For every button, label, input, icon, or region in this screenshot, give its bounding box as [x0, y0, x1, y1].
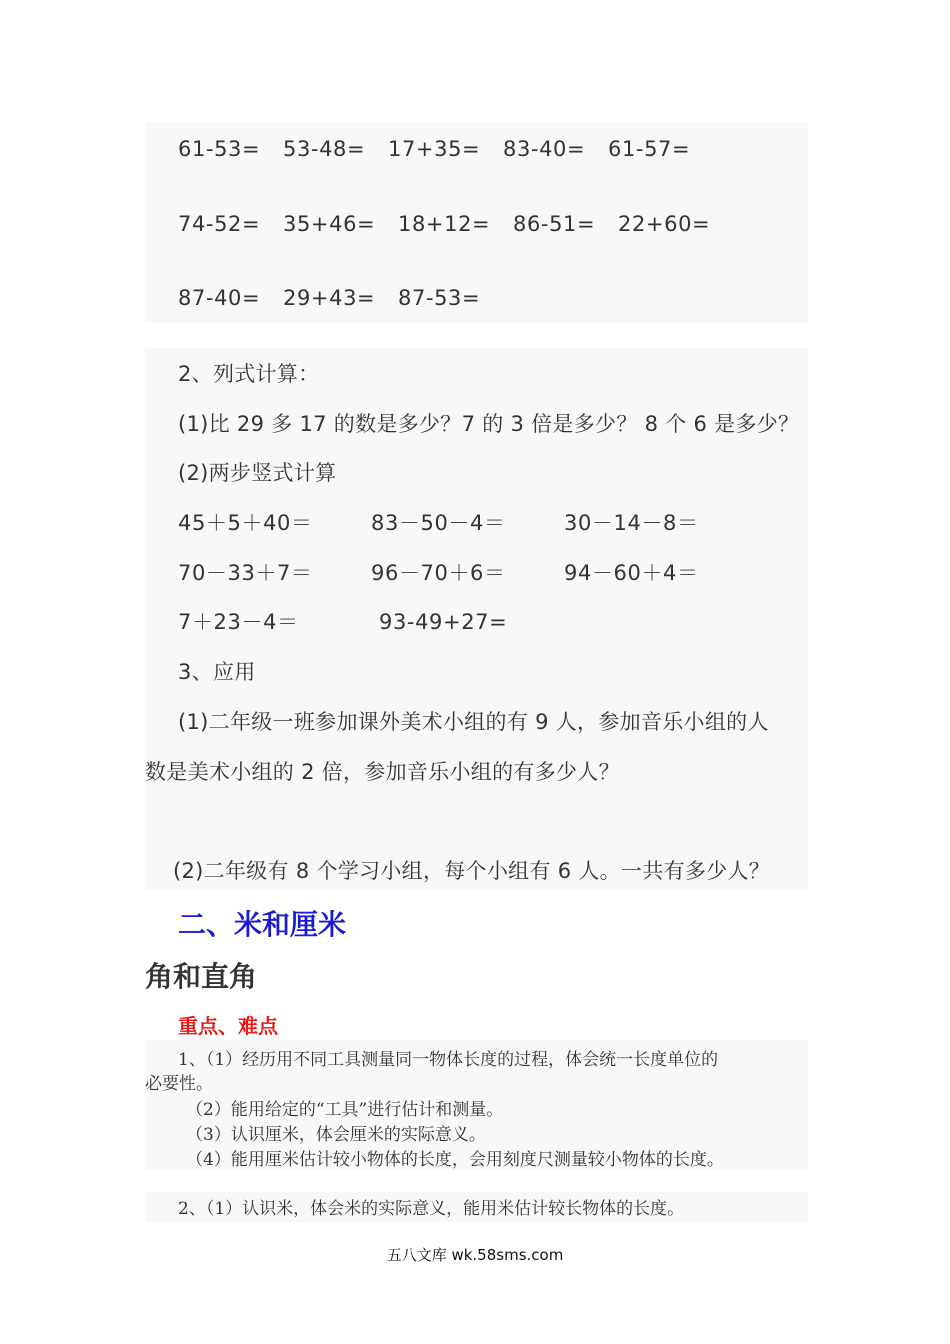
equation: 22+60= [618, 212, 711, 236]
equation: 87-40= [178, 286, 261, 310]
exercise-2-question-2: (2)两步竖式计算 [178, 461, 337, 485]
key-points-heading: 重点、难点 [178, 1014, 278, 1038]
objective-1-line-2: 必要性。 [145, 1074, 213, 1094]
equation: 83-40= [503, 137, 586, 161]
equation: 29+43= [283, 286, 376, 310]
equation: 86-51= [513, 212, 596, 236]
objective-2: 2、（1）认识米，体会米的实际意义，能用米估计较长物体的长度。 [178, 1199, 685, 1219]
equation: 93-49+27= [379, 610, 508, 634]
objective-1-item-3: （3）认识厘米，体会厘米的实际意义。 [186, 1125, 486, 1145]
equation: 17+35= [388, 137, 481, 161]
equation: 35+46= [283, 212, 376, 236]
equation: 83－50－4＝ [371, 511, 506, 535]
exercise-3-question-1-line-2: 数是美术小组的 2 倍，参加音乐小组的有多少人？ [145, 760, 620, 784]
equation: 87-53= [398, 286, 481, 310]
equation: 18+12= [398, 212, 491, 236]
equation: 61-53= [178, 137, 261, 161]
equation: 61-57= [608, 137, 691, 161]
equation: 53-48= [283, 137, 366, 161]
equation: 70－33＋7＝ [178, 561, 313, 585]
objective-1-item-2: （2）能用给定的“工具”进行估计和测量。 [186, 1100, 504, 1120]
equation: 96－70＋6＝ [371, 561, 506, 585]
exercise-3-title: 3、应用 [178, 660, 256, 684]
objective-1-item-4: （4）能用厘米估计较小物体的长度，会用刻度尺测量较小物体的长度。 [186, 1150, 724, 1170]
equation: 94－60＋4＝ [564, 561, 699, 585]
equation: 30－14－8＝ [564, 511, 699, 535]
objective-1-line-1: 1、（1）经历用不同工具测量同一物体长度的过程，体会统一长度单位的 [178, 1050, 719, 1070]
exercise-3-question-1-line-1: (1)二年级一班参加课外美术小组的有 9 人，参加音乐小组的人 [178, 710, 769, 734]
footer-watermark: 五八文库 wk.58sms.com [386, 1246, 564, 1264]
section-heading: 二、米和厘米 [178, 908, 347, 941]
exercise-2-question-1: (1)比 29 多 17 的数是多少？7 的 3 倍是多少？ 8 个 6 是多少？ [178, 412, 800, 436]
exercise-3-question-2: (2)二年级有 8 个学习小组，每个小组有 6 人。一共有多少人？ [173, 859, 771, 883]
equation: 74-52= [178, 212, 261, 236]
equation: 7＋23－4＝ [178, 610, 299, 634]
exercise-2-title: 2、列式计算： [178, 362, 320, 386]
section-subheading: 角和直角 [145, 960, 258, 993]
equation: 45＋5＋40＝ [178, 511, 313, 535]
